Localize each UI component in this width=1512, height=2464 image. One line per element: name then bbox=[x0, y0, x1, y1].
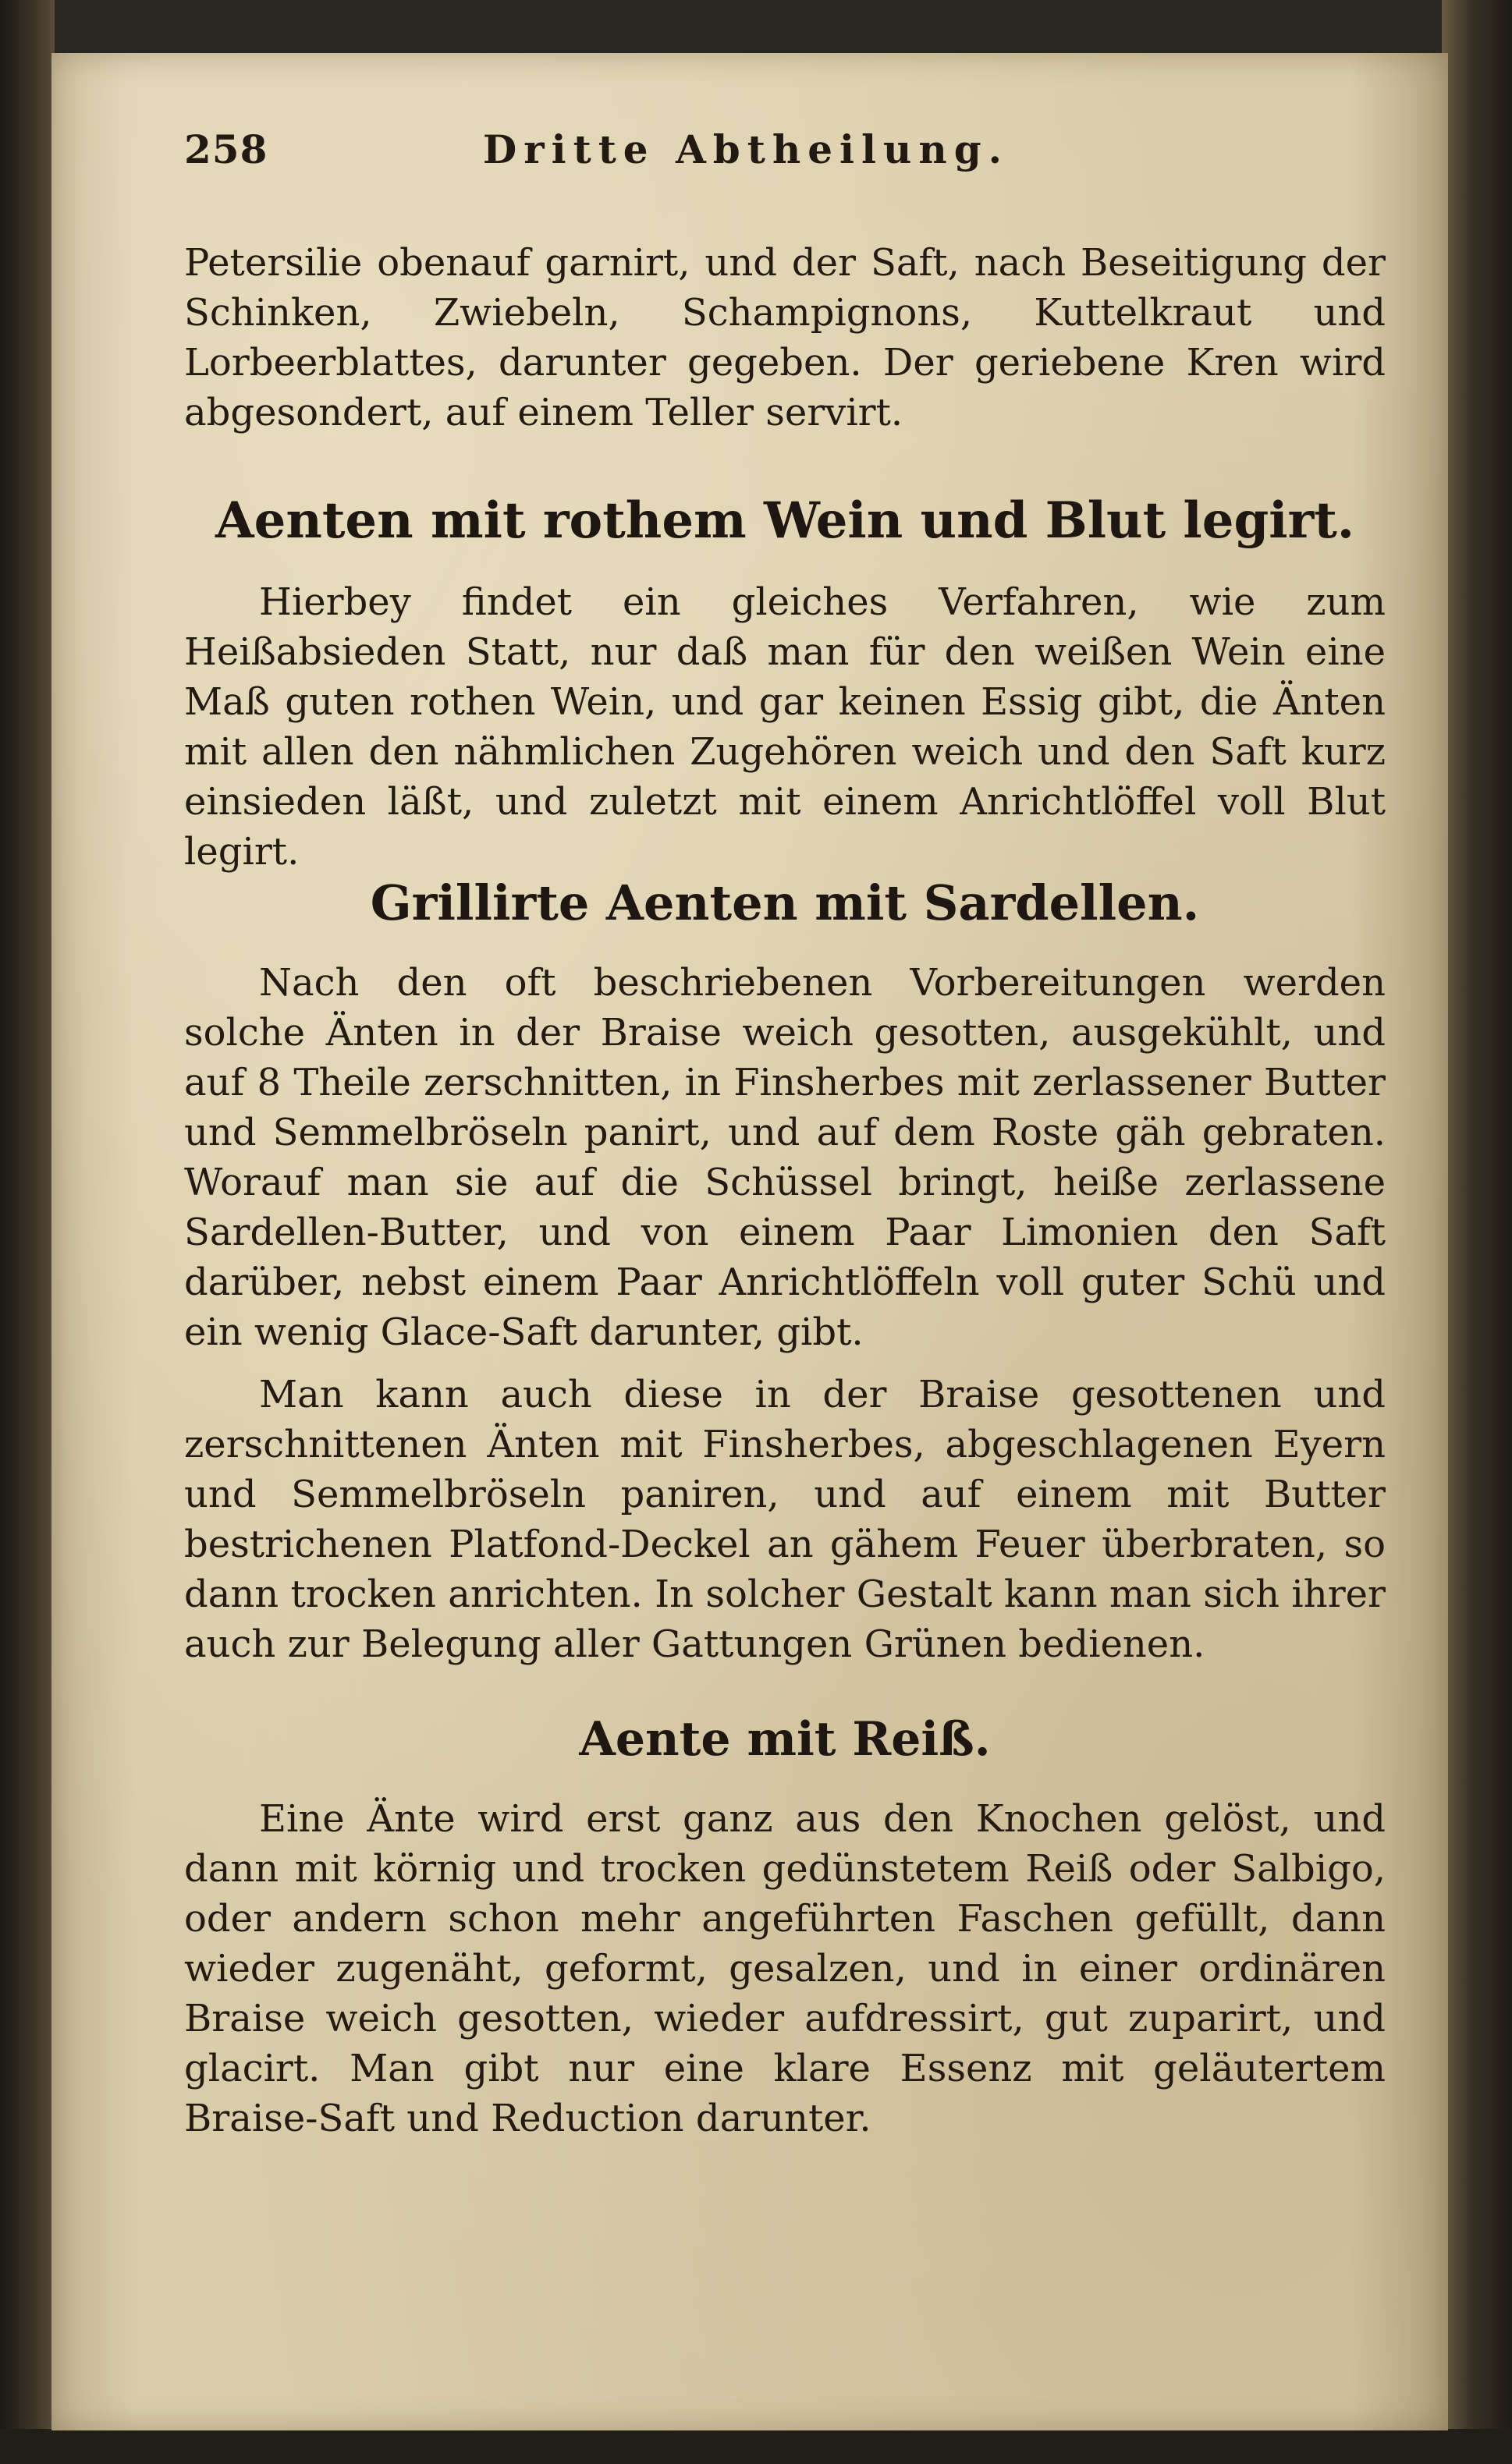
running-head-title: Dritte Abtheilung. bbox=[482, 126, 1010, 172]
page-number: 258 bbox=[184, 126, 268, 172]
paragraph-aente-reiss: Eine Änte wird erst ganz aus den Knochen gelöst, und dann mit körnig und trocken gedünstetem Reiß oder Salbigo, oder andern schon mehr angeführten Faschen gefüllt, dann wieder zugenäht, geformt, gesalzen, und in einer ordinären Braise weich gesotten, wieder aufdressirt, gut zuparirt, und glacirt. Man gibt nur eine klare Essenz mit geläutertem Braise-Saft und Reduction darunter. bbox=[184, 1797, 1386, 2140]
paragraph-grillirte-aenten-1: Nach den oft beschriebenen Vorbereitungen werden solche Änten in der Braise weich gesotten, ausgekühlt, und auf 8 Theile zerschnitten, in Finsherbes mit zerlassener Butter und Semmelbröseln panirt, und auf dem Roste gäh gebraten. Worauf man sie auf die Schüssel bringt, heiße zerlassene Sardellen-Butter, und von einem Paar Limonien den Saft darüber, nebst einem Paar Anrichtlöffeln voll guter Schü und ein wenig Glace-Saft darunter, gibt. bbox=[184, 961, 1386, 1354]
scan-border-left bbox=[0, 0, 55, 2464]
heading-grillirte-aenten: Grillirte Aenten mit Sardellen. bbox=[370, 874, 1200, 931]
paragraph-intro: Petersilie obenauf garnirt, und der Saft, nach Beseitigung der Schinken, Zwiebeln, Schampignons, Kuttelkraut und Lorbeerblattes, darunter gegeben. Der geriebene Kren wird abgesondert, auf einem Teller servirt. bbox=[184, 241, 1386, 434]
scan-border-right bbox=[1442, 0, 1512, 2464]
paragraph-grillirte-aenten-2: Man kann auch diese in der Braise gesottenen und zerschnittenen Änten mit Finsherbes, abgeschlagenen Eyern und Semmelbröseln paniren, und auf einem mit Butter bestrichenen Platfond-Deckel an gähem Feuer überbraten, so dann trocken anrichten. In solcher Gestalt kann man sich ihrer auch zur Belegung aller Gattungen Grünen bedienen. bbox=[184, 1373, 1386, 1666]
scan-border-bottom bbox=[0, 2429, 1512, 2464]
heading-aenten-rothwein: Aenten mit rothem Wein und Blut legirt. bbox=[215, 491, 1355, 550]
running-head bbox=[184, 119, 1386, 181]
heading-aente-reiss: Aente mit Reiß. bbox=[579, 1712, 991, 1767]
paragraph-aenten-rothwein: Hierbey findet ein gleiches Verfahren, wie zum Heißabsieden Statt, nur daß man für den weißen Wein eine Maß guten rothen Wein, und gar keinen Essig gibt, die Änten mit allen den nähmlichen Zugehören weich und den Saft kurz einsieden läßt, und zuletzt mit einem Anrichtlöffel voll Blut legirt. bbox=[184, 580, 1386, 874]
